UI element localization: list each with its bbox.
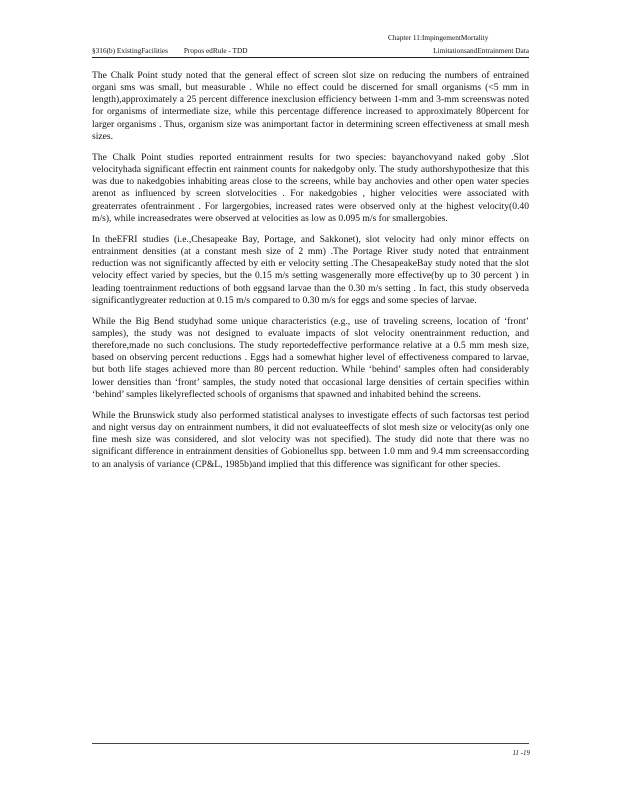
section-reference: §316(b) ExistingFacilities: [92, 46, 169, 55]
document-title: Propos edRule - TDD: [183, 46, 248, 55]
footer-rule: [92, 743, 529, 744]
chapter-heading: Chapter 11:ImpingementMortality: [388, 33, 489, 42]
paragraph-efri-studies: In theEFRI studies (i.e.,Chesapeake Bay, Portage, and Sakkonet), slot velocity had only minor effects on entrainment densities (at a constant mesh size of 2 mm) .The Portage River study noted that entrainment reduction was not significantly affected by eith er velocity setting .The ChesapeakeBay study noted that the slot velocity effect varied by species, but the 0.15 m/s setting wasgenerally more effective(by up to 30 percent ) in leading toentrainment reductions of both eggsand larvae than the 0.30 m/s setting . In fact, this study observeda significantlygreater reduction at 0.15 m/s compared to 0.30 m/s for eggs and some species of larvae.: [92, 233, 529, 306]
running-header: [92, 46, 529, 55]
paragraph-big-bend: While the Big Bend studyhad some unique characteristics (e.g., use of traveling screens, location of ‘front’ samples), the study was not designed to evaluate impacts of slot velocity onentrainment reduction, and therefore,made no such conclusions. The study reportedeffective performance relative at a 0.5 mm mesh size, based on observing percent reductions . Eggs had a somewhat higher level of effectiveness compared to larvae, but both life stages achieved more than 80 percent reduction. While ‘behind’ samples often had considerably lower densities than ‘front’ samples, the study noted that occasional large densities of certain specifies within ‘behind’ samples likelyreflected schools of organisms that spawned and inhabited behind the screens.: [92, 315, 529, 400]
paragraph-chalk-point-species: The Chalk Point studies reported entrainment results for two species: bayanchovyand naked goby .Slot velocityhada significant effectin ent rainment counts for nakedgoby only. The study authorshypothesize that this was due to nakedgobies inhabiting areas close to the screens, while bay anchovies and other open water species arenot as influenced by screen slotvelocities . For nakedgobies , higher velocities were associated with greaterrates ofentrainment . For largergobies, increased rates were observed only at the highest velocity(0.40 m/s), while increasedrates were observed at velocities as low as 0.095 m/s for smallergobies.: [92, 151, 529, 224]
paragraph-brunswick: While the Brunswick study also performed statistical analyses to investigate effects of such factorsas test period and night versus day on entrainment numbers, it did not evaluateeffects of slot mesh size or velocity(as only one fine mesh size was considered, and slot velocity was not specified). The study did note that there was no significant difference in entrainment densities of Gobionellus spp. between 1.0 mm and 9.4 mm screensaccording to an analysis of variance (CP&L, 1985b)and implied that this difference was significant for other species.: [92, 409, 529, 470]
header-rule: [92, 57, 529, 58]
header-left: [92, 46, 262, 55]
paragraph-chalk-point-mesh: The Chalk Point study noted that the general effect of screen slot size on reducing the numbers of entrained organi sms was small, but measurable . While no effect could be discerned for small organisms (<5 mm in length),approximately a 25 percent difference inexclusion efficiency between 1-mm and 3-mm screenswas noted for organisms of intermediate size, while this percentage difference increased to approximately 80percent for larger organisms . Thus, organism size was animportant factor in determining screen effectiveness at small mesh sizes.: [92, 70, 529, 142]
document-body: [92, 70, 529, 480]
header-right: LimitationsandEntrainment Data: [433, 46, 529, 55]
page-number: 11 -19: [512, 749, 530, 757]
